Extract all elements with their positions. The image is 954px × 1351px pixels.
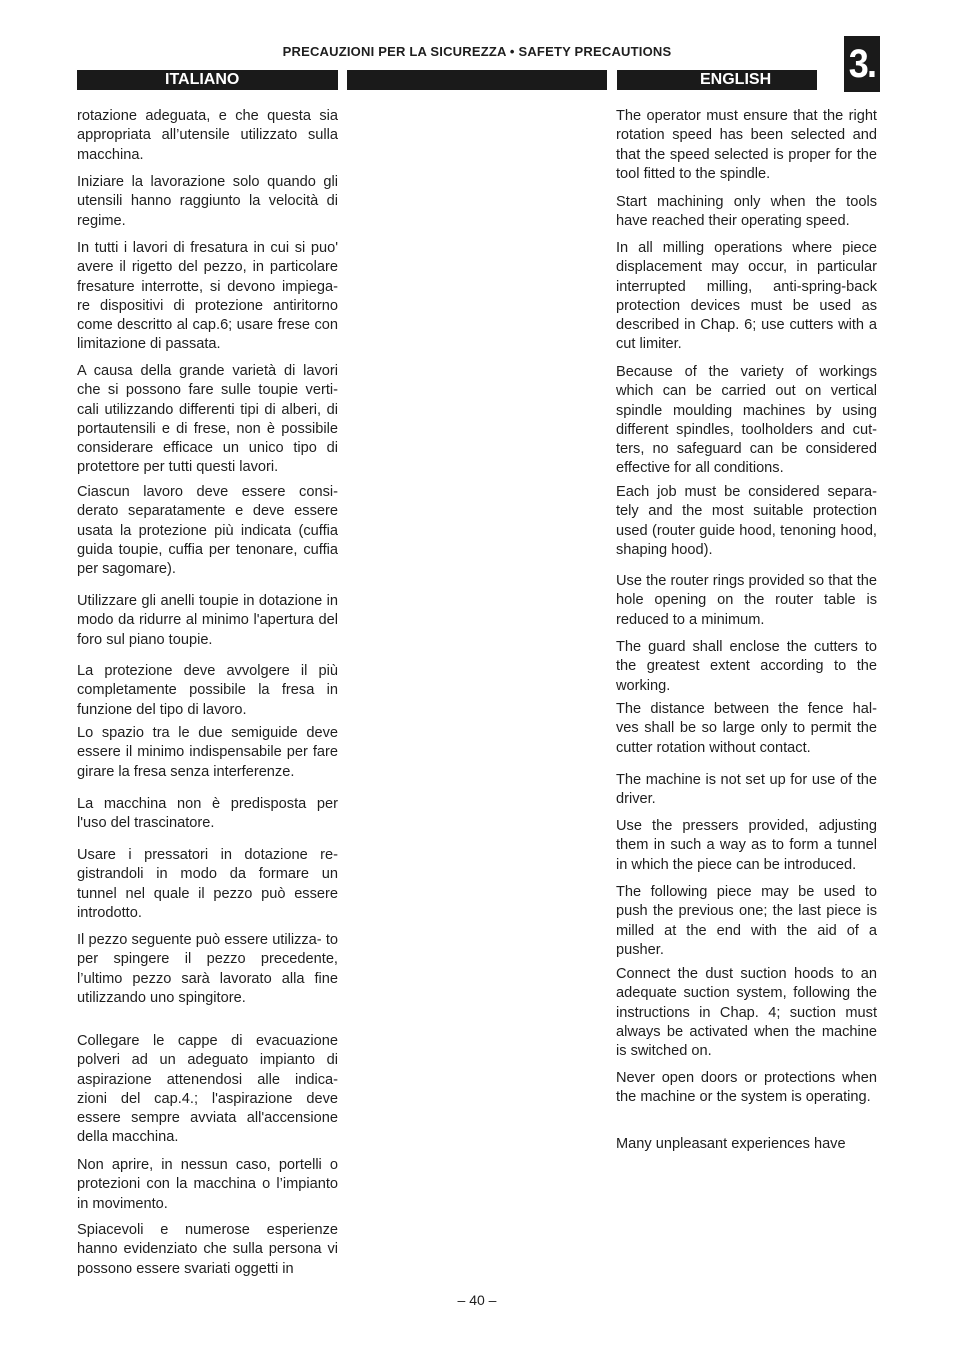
page-number: – 40 – <box>457 1292 497 1308</box>
italian-paragraph: Usare i pressatori in dotazione re- gistrandoli in modo da formare un tunnel nel quale il pezzo può essere introdotto. <box>77 847 338 921</box>
english-paragraph: The following piece may be used to push the previous one; the last piece is milled at the end with the aid of a pusher. <box>616 884 877 958</box>
italian-paragraph: Il pezzo seguente può essere utilizza- to per spingere il pezzo precedente, l’ultimo pezzo sarà lavorato alla fine utilizzando uno spingitore. <box>77 932 338 1006</box>
english-paragraph: In all milling operations where piece displacement may occur, in particular interrupted milling, anti-spring-back protection devices must be used as described in Chap. 6; use cutters with a cut limiter. <box>616 240 877 353</box>
english-paragraph: Use the router rings provided so that the hole opening on the router table is reduced to a minimum. <box>616 573 877 628</box>
middle-section-bar <box>347 70 607 90</box>
italian-paragraph: Utilizzare gli anelli toupie in dotazione in modo da ridurre al minimo l'apertura del foro sul piano toupie. <box>77 593 338 648</box>
english-paragraph: Many unpleasant experiences have <box>616 1136 846 1152</box>
english-paragraph: Because of the variety of workings which can be carried out on vertical spindle moulding machines by using different spindles, toolholders and cut- ters, no safeguard can be considered effective for all conditions. <box>616 364 877 477</box>
italian-paragraph: A causa della grande varietà di lavori che si possono fare sulle toupie verti- cali utilizzando differenti tipi di alberi, di portautensili e di frese, non è possibile considerare efficace un unico tipo di protettore per tutti questi lavori. <box>77 363 338 476</box>
chapter-number-badge: 3. <box>844 36 880 92</box>
english-paragraph: The distance between the fence hal- ves shall be so large only to permit the cutter rotation without contact. <box>616 701 877 756</box>
english-section-label: ENGLISH <box>700 71 772 88</box>
english-paragraph: The operator must ensure that the right rotation speed has been selected and that the speed selected is proper for the tool fitted to the spindle. <box>616 108 877 182</box>
english-paragraph: Use the pressers provided, adjusting them in such a way as to form a tunnel in which the piece can be introduced. <box>616 818 877 873</box>
page-header-title: PRECAUZIONI PER LA SICUREZZA • SAFETY PRECAUTIONS <box>282 44 672 59</box>
italian-section-bar <box>77 70 338 90</box>
english-paragraph: Each job must be considered separa- tely and the most suitable protection used (router guide hood, tenoning hood, shaping hood). <box>616 484 877 558</box>
italian-paragraph: Lo spazio tra le due semiguide deve essere il minimo indispensabile per fare girare la fresa senza interferenze. <box>77 725 338 780</box>
italian-paragraph: Ciascun lavoro deve essere consi- derato separatamente e deve essere usata la protezione più indicata (cuffia guida toupie, cuffia per tenonare, cuffia per sagomare). <box>77 484 338 578</box>
italian-paragraph: In tutti i lavori di fresatura in cui si puo' avere il rigetto del pezzo, in particolare fresature interrotte, si devono impiega- re dispositivi di protezione antiritorno come descritto al cap.6; usare frese con limitazione di passata. <box>77 240 338 353</box>
english-paragraph: Never open doors or protections when the machine or the system is operating. <box>616 1070 877 1106</box>
english-paragraph: The machine is not set up for use of the driver. <box>616 772 877 808</box>
italian-paragraph: Non aprire, in nessun caso, portelli o protezioni con la macchina o l’impianto in movimento. <box>77 1157 338 1212</box>
italian-paragraph: Collegare le cappe di evacuazione polveri ad un adeguato impianto di aspirazione attenendosi alle indica- zioni del cap.4.; l'aspirazione deve essere sempre avviata all'accensione della macchina. <box>77 1033 338 1146</box>
english-paragraph: Connect the dust suction hoods to an adequate suction system, following the instructions in Chap. 4; suction must always be activated when the machine is switched on. <box>616 966 877 1060</box>
italian-paragraph: La protezione deve avvolgere il più completamente possibile la fresa in funzione del tipo di lavoro. <box>77 663 338 718</box>
english-section-bar <box>617 70 817 90</box>
english-paragraph: The guard shall enclose the cutters to the greatest extent according to the working. <box>616 639 877 694</box>
italian-section-label: ITALIANO <box>165 71 240 88</box>
english-paragraph: Start machining only when the tools have reached their operating speed. <box>616 194 877 230</box>
italian-paragraph: rotazione adeguata, e che questa sia appropriata all’utensile utilizzato sulla macchina. <box>77 108 338 163</box>
italian-paragraph: La macchina non è predisposta per l'uso del trascinatore. <box>77 796 338 832</box>
italian-paragraph: Iniziare la lavorazione solo quando gli utensili hanno raggiunto la velocità di regime. <box>77 174 338 229</box>
italian-paragraph: Spiacevoli e numerose esperienze hanno evidenziato che sulla persona vi possono essere svariati oggetti in <box>77 1222 338 1277</box>
